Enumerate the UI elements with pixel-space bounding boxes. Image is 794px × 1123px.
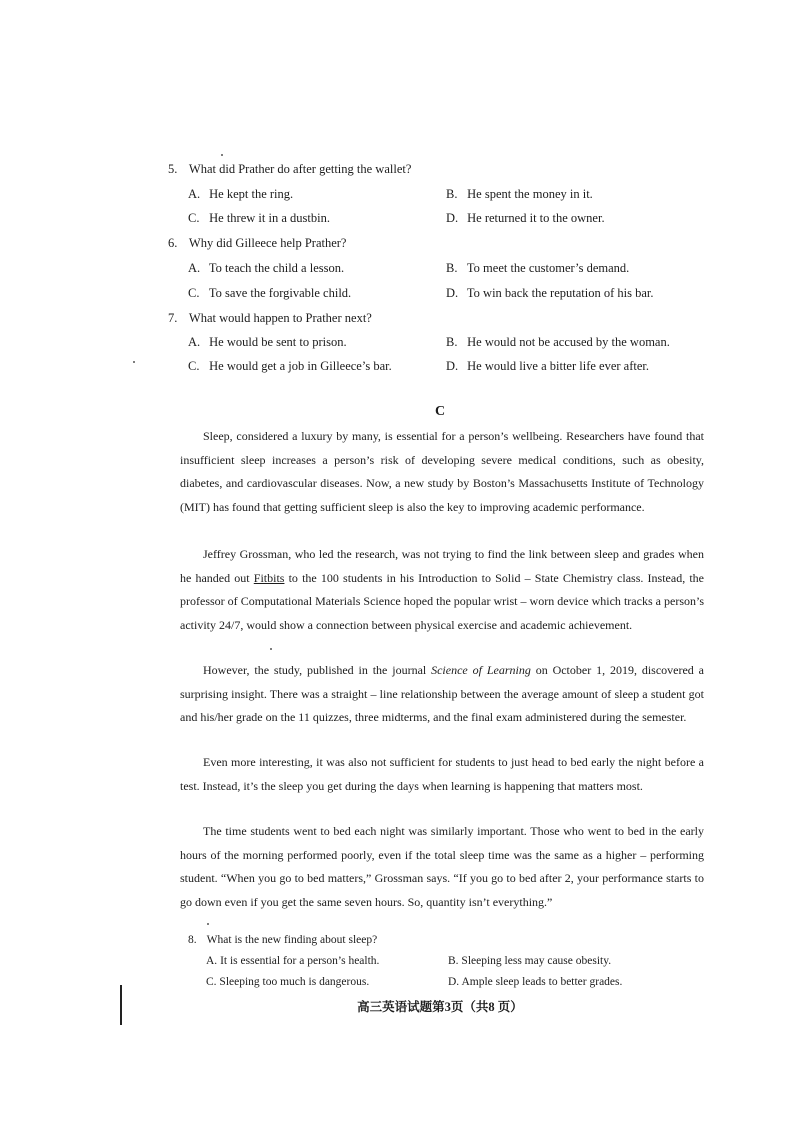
option-letter: A. xyxy=(188,261,201,275)
option-letter: C. xyxy=(206,976,217,988)
option-letter: D. xyxy=(446,286,459,300)
paragraph-text: on October 1, 2019, discovered a surprising insight. There was a straight – line relationship between the average amount of sleep a student got and his/her grade on the 11 quizzes, three midterms, and the final exam administered during the semester. xyxy=(180,663,704,724)
question-stem: What is the new finding about sleep? xyxy=(206,934,378,946)
question-number: 6. xyxy=(168,236,178,250)
question-stem: Why did Gilleece help Prather? xyxy=(188,236,347,250)
scan-speck xyxy=(133,361,135,363)
paragraph-text: However, the study, published in the journal xyxy=(203,663,432,677)
option-text: To teach the child a lesson. xyxy=(208,261,345,275)
question-stem: What did Prather do after getting the wallet? xyxy=(188,162,412,176)
option-6c xyxy=(188,286,351,301)
option-letter: B. xyxy=(446,335,458,349)
option-text: To win back the reputation of his bar. xyxy=(466,286,654,300)
option-text: He spent the money in it. xyxy=(467,187,593,201)
question-stem: What would happen to Prather next? xyxy=(188,311,372,325)
option-letter: A. xyxy=(188,335,201,349)
option-text: To meet the customer’s demand. xyxy=(466,261,630,275)
scan-speck xyxy=(270,648,272,650)
option-letter: B. xyxy=(446,261,458,275)
option-text: He would not be accused by the woman. xyxy=(467,335,670,349)
option-text: Sleeping too much is dangerous. xyxy=(219,976,370,988)
journal-name: Science of Learning xyxy=(431,663,531,677)
passage-paragraph-4: Even more interesting, it was also not sufficient for students to just head to bed early the night before a test. Instead, it’s the sleep you get during the days when learning is happening that matters most. xyxy=(180,755,704,793)
option-text: He threw it in a dustbin. xyxy=(209,211,330,225)
option-letter: C. xyxy=(188,211,200,225)
option-letter: C. xyxy=(188,359,200,373)
option-5d xyxy=(446,211,605,226)
question-number: 8. xyxy=(188,934,197,946)
passage-paragraph-5: The time students went to bed each night was similarly important. Those who went to bed in the early hours of the morning performed poorly, even if the total sleep time was the same as a higher – performing student. “When you go to bed matters,” Grossman says. “If you go to bed after 2, your performance starts to go down even if you get the same seven hours. So, quantity isn’t everything.” xyxy=(180,824,704,909)
option-text: He kept the ring. xyxy=(209,187,294,201)
option-5c xyxy=(188,211,330,226)
page-footer: 高三英语试题第3页（共8 页） xyxy=(357,1000,523,1014)
option-6d xyxy=(446,286,654,301)
option-8c xyxy=(206,976,369,988)
option-5b xyxy=(446,187,593,202)
option-6a xyxy=(188,261,344,276)
option-text: To save the forgivable child. xyxy=(208,286,352,300)
option-text: He returned it to the owner. xyxy=(467,211,605,225)
passage-paragraph-2 xyxy=(180,543,704,637)
option-7a xyxy=(188,335,347,350)
option-text: He would live a bitter life ever after. xyxy=(467,359,649,373)
option-text: Ample sleep leads to better grades. xyxy=(461,976,623,988)
paragraph-text: Jeffrey Grossman, who led the research, was not trying to find the link between sleep and grades when he handed out xyxy=(180,547,704,585)
option-letter: D. xyxy=(448,976,460,988)
option-7b xyxy=(446,335,670,350)
option-8b xyxy=(448,955,611,967)
option-7c xyxy=(188,359,392,374)
question-6 xyxy=(168,236,346,251)
option-letter: A. xyxy=(206,955,218,967)
question-8 xyxy=(188,934,377,946)
option-6b xyxy=(446,261,629,276)
option-text: Sleeping less may cause obesity. xyxy=(461,955,612,967)
section-title: C xyxy=(434,404,446,419)
question-number: 7. xyxy=(168,311,178,325)
option-text: He would get a job in Gilleece’s bar. xyxy=(209,359,392,373)
option-letter: D. xyxy=(446,211,459,225)
scan-speck xyxy=(207,923,209,925)
option-7d xyxy=(446,359,649,374)
question-number: 5. xyxy=(168,162,178,176)
passage-paragraph-3 xyxy=(180,659,704,730)
option-8a xyxy=(206,955,379,967)
paragraph-text: to the 100 students in his Introduction to Solid – State Chemistry class. Instead, the professor of Computational Materials Science hoped the popular wrist – worn device which tracks a person’s activity 24/7, would show a connection between physical exercise and academic achievement. xyxy=(180,570,704,632)
option-letter: C. xyxy=(188,286,200,300)
option-5a xyxy=(188,187,293,202)
option-8d xyxy=(448,976,622,988)
fitbits-underlined: Fitbits xyxy=(253,570,285,585)
scan-margin-line xyxy=(120,985,122,1025)
passage-paragraph-1: Sleep, considered a luxury by many, is essential for a person’s wellbeing. Researchers have found that insufficient sleep increases a person’s risk of developing severe medical conditions, such as obesity, diabetes, and cardiovascular diseases. Now, a new study by Boston’s Massachusetts Institute of Technology (MIT) has found that getting sufficient sleep is also the key to improving academic performance. xyxy=(180,429,704,514)
option-letter: B. xyxy=(446,187,458,201)
option-letter: D. xyxy=(446,359,459,373)
option-text: He would be sent to prison. xyxy=(209,335,347,349)
scan-speck xyxy=(221,154,223,156)
option-text: It is essential for a person’s health. xyxy=(220,955,380,967)
question-7 xyxy=(168,311,372,326)
question-5 xyxy=(168,162,411,177)
option-letter: B. xyxy=(448,955,459,967)
option-letter: A. xyxy=(188,187,201,201)
